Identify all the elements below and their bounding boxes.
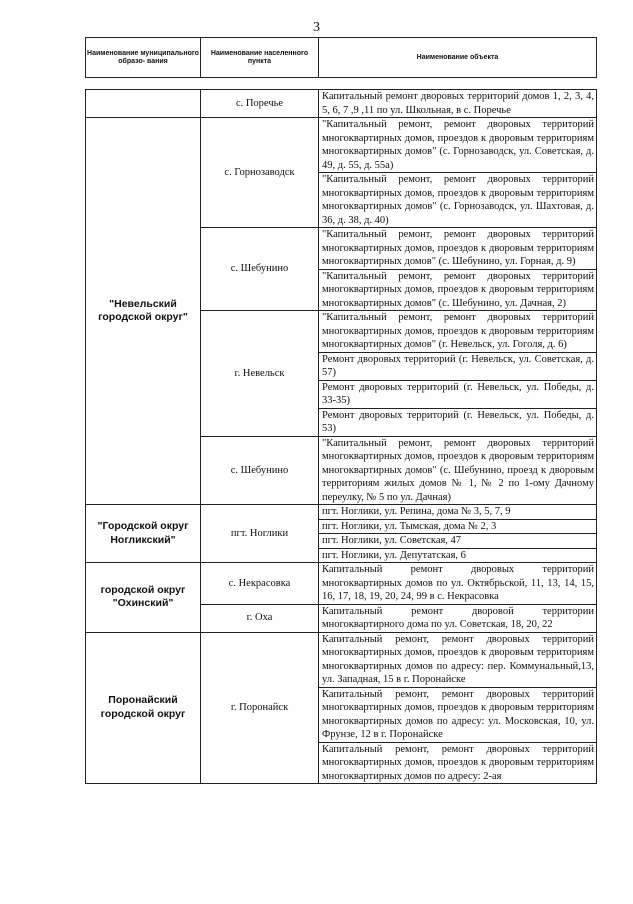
page-number: 3 <box>313 20 320 35</box>
object-cell: "Капитальный ремонт, ремонт дворовых территорий многоквартирных домов, проездов к дворовым территориям многоквартирных домов" (с. Шебунино, ул. Горная, д. 9) <box>319 228 597 270</box>
locality-cell: пгт. Ноглики <box>201 505 319 563</box>
table-row <box>86 563 597 605</box>
table-header <box>85 37 597 78</box>
object-cell: Капитальный ремонт дворовых территорий многоквартирных домов по ул. Октябрьской, 11, 13, 14, 15, 16, 17, 18, 19, 20, 24, 99 в с. Некрасовка <box>319 563 597 605</box>
municipality-cell <box>86 90 201 118</box>
municipality-cell: "Городской округ Ногликский" <box>86 505 201 563</box>
table-row <box>86 118 597 173</box>
object-cell: Капитальный ремонт дворовых территорий домов 1, 2, 3, 4, 5, 6, 7 ,9 ,11 по ул. Школьная, в с. Поречье <box>319 90 597 118</box>
locality-cell: с. Поречье <box>201 90 319 118</box>
table-row <box>86 505 597 520</box>
locality-cell: г. Невельск <box>201 311 319 437</box>
municipality-cell: "Невельский городской округ" <box>86 118 201 505</box>
municipality-cell: Поронайский городской округ <box>86 632 201 784</box>
object-cell: Капитальный ремонт, ремонт дворовых территорий многоквартирных домов, проездов к дворовым территориям многоквартирных домов по адресу: пер. Коммунальный,13, ул. Западная, 15 в г. Поронайске <box>319 632 597 687</box>
municipality-cell: городской округ "Охинский" <box>86 563 201 633</box>
locality-cell: с. Горнозаводск <box>201 118 319 228</box>
table-row <box>86 632 597 687</box>
locality-cell: г. Оха <box>201 604 319 632</box>
locality-cell: с. Некрасовка <box>201 563 319 605</box>
object-cell: пгт. Ноглики, ул. Тымская, дома № 2, 3 <box>319 519 597 534</box>
header-object: Наименование объекта <box>319 38 597 78</box>
object-cell: Капитальный ремонт, ремонт дворовых территорий многоквартирных домов, проездов к дворовым территориям многоквартирных домов по адресу: ул. Московская, 10, ул. Фрунзе, 12 в г. Поронайске <box>319 687 597 742</box>
object-cell: пгт. Ноглики, ул. Депутатская, 6 <box>319 548 597 563</box>
object-cell: "Капитальный ремонт, ремонт дворовых территорий многоквартирных домов, проездов к дворовым территориям многоквартирных домов" (с. Горнозаводск, ул. Шахтовая, д. 36, д. 38, д. 40) <box>319 173 597 228</box>
object-cell: Ремонт дворовых территорий (г. Невельск, ул. Победы, д. 53) <box>319 408 597 436</box>
object-cell: Капитальный ремонт дворовой территории многоквартирного дома по ул. Советская, 18, 20, 22 <box>319 604 597 632</box>
table-row <box>86 90 597 118</box>
object-cell: пгт. Ноглики, ул. Репина, дома № 3, 5, 7, 9 <box>319 505 597 520</box>
object-cell: пгт. Ноглики, ул. Советская, 47 <box>319 534 597 549</box>
locality-cell: с. Шебунино <box>201 436 319 505</box>
objects-table <box>85 89 597 784</box>
locality-cell: г. Поронайск <box>201 632 319 784</box>
object-cell: Капитальный ремонт, ремонт дворовых территорий многоквартирных домов, проездов к дворовым территориям многоквартирных домов по адресу: 2-ая <box>319 742 597 784</box>
object-cell: Ремонт дворовых территорий (г. Невельск, ул. Советская, д. 57) <box>319 352 597 380</box>
object-cell: "Капитальный ремонт, ремонт дворовых территорий многоквартирных домов, проездов к дворовым территориям многоквартирных домов" (с. Горнозаводск, ул. Советская, д. 49, д. 55, д. 55а) <box>319 118 597 173</box>
header-municipality: Наименование муниципального образо- вания <box>86 38 201 78</box>
locality-cell: с. Шебунино <box>201 228 319 311</box>
object-cell: "Капитальный ремонт, ремонт дворовых территорий многоквартирных домов, проездов к дворовым территориям многоквартирных домов" (г. Невельск, ул. Гоголя, д. 6) <box>319 311 597 353</box>
object-cell: Ремонт дворовых территорий (г. Невельск, ул. Победы, д. 33-35) <box>319 380 597 408</box>
header-locality: Наименование населенного пункта <box>201 38 319 78</box>
object-cell: "Капитальный ремонт, ремонт дворовых территорий многоквартирных домов, проездов к дворовым территориям многоквартирных домов" (с. Шебунино, проезд к дворовым территориям жилых домов № 1, № 2 по 1-ому Дачному переулку, № 5 по ул. Дачная) <box>319 436 597 505</box>
object-cell: "Капитальный ремонт, ремонт дворовых территорий многоквартирных домов, проездов к дворовым территориям многоквартирных домов" (с. Шебунино, ул. Дачная, 2) <box>319 269 597 311</box>
